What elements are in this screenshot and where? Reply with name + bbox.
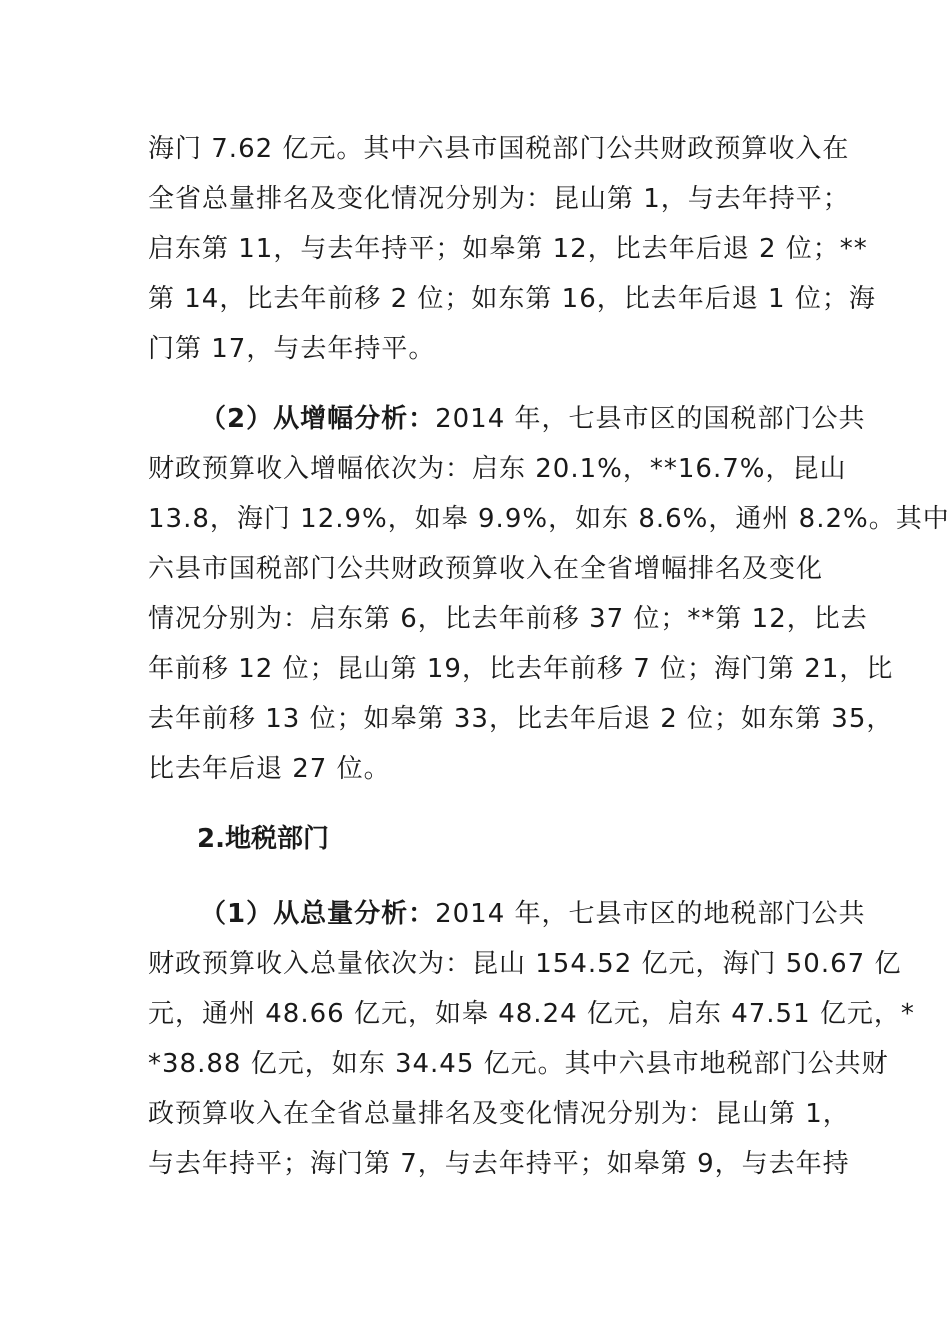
text-line: 第 14，比去年前移 2 位；如东第 16，比去年后退 1 位；海: [148, 284, 876, 314]
paragraph-lead: （1）从总量分析：: [200, 899, 436, 929]
text-line: 财政预算收入增幅依次为：启东 20.1%，**16.7%，昆山: [148, 454, 847, 484]
text-line: 与去年持平；海门第 7，与去年持平；如皋第 9，与去年持: [148, 1149, 850, 1179]
text-line: 元，通州 48.66 亿元，如皋 48.24 亿元，启东 47.51 亿元，*: [148, 999, 915, 1029]
paragraph-text: 2014 年，七县市区的地税部门公共: [435, 899, 866, 929]
text-line: 比去年后退 27 位。: [148, 754, 391, 784]
text-line: 政预算收入在全省总量排名及变化情况分别为：昆山第 1，: [148, 1099, 850, 1129]
text-line: 财政预算收入总量依次为：昆山 154.52 亿元，海门 50.67 亿: [148, 949, 902, 979]
paragraph-first-line: [200, 898, 866, 930]
text-line: 去年前移 13 位；如皋第 33，比去年后退 2 位；如东第 35，: [148, 704, 894, 734]
text-line: 情况分别为：启东第 6，比去年前移 37 位；**第 12，比去: [148, 604, 868, 634]
text-line: 年前移 12 位；昆山第 19，比去年前移 7 位；海门第 21，比: [148, 654, 894, 684]
text-line: 13.8，海门 12.9%，如皋 9.9%，如东 8.6%，通州 8.2%。其中: [148, 504, 950, 534]
section-heading: 2.地税部门: [197, 824, 329, 854]
text-line: 门第 17，与去年持平。: [148, 334, 436, 364]
text-line: 启东第 11，与去年持平；如皋第 12，比去年后退 2 位；**: [148, 234, 868, 264]
paragraph-first-line: [200, 403, 866, 435]
text-line: 海门 7.62 亿元。其中六县市国税部门公共财政预算收入在: [148, 134, 850, 164]
paragraph-text: 2014 年，七县市区的国税部门公共: [435, 404, 866, 434]
text-line: *38.88 亿元，如东 34.45 亿元。其中六县市地税部门公共财: [148, 1049, 889, 1079]
text-line: 六县市国税部门公共财政预算收入在全省增幅排名及变化: [148, 554, 824, 584]
paragraph-lead: （2）从增幅分析：: [200, 404, 436, 434]
text-line: 全省总量排名及变化情况分别为：昆山第 1，与去年持平；: [148, 184, 850, 214]
